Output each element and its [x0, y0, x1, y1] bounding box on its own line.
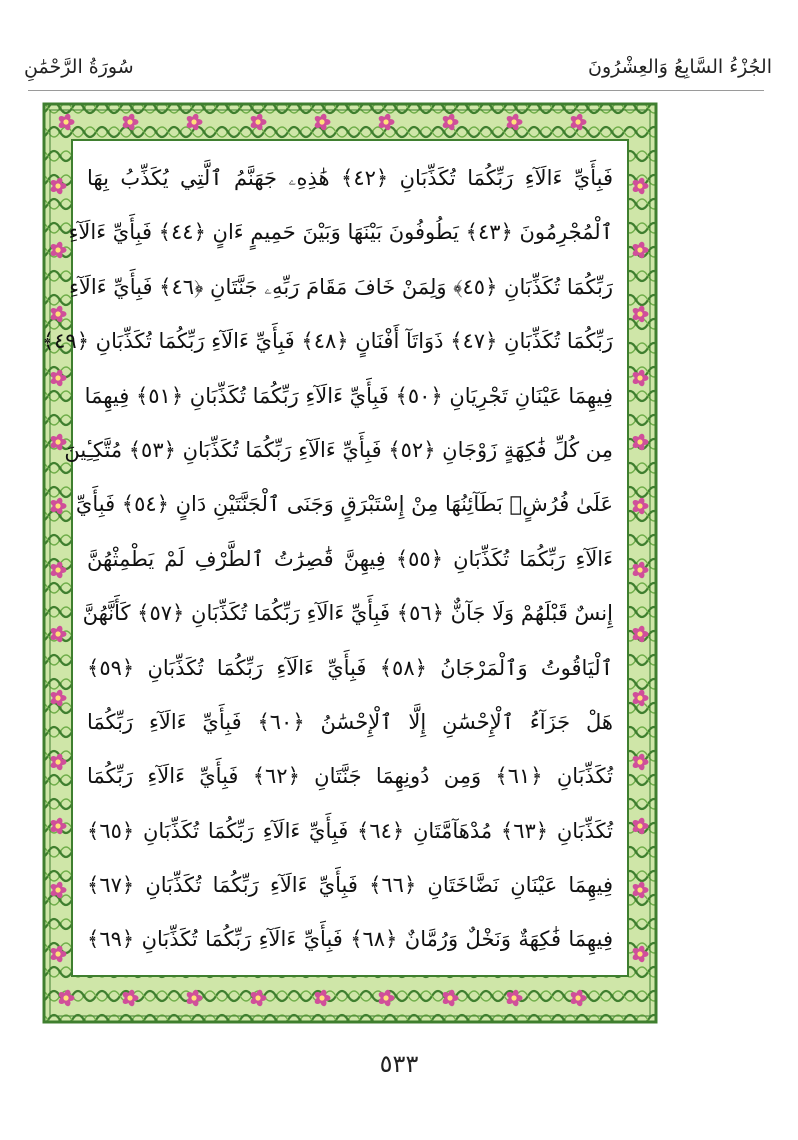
verse-line: فَبِأَيِّ ءَالَآءِ رَبِّكُمَا تُكَذِّبَانِ ﴿٤٢﴾ هَٰذِهِۦ جَهَنَّمُ ٱلَّتِي يُكَذِّبُ بِهَا [87, 166, 614, 190]
verse-line: ٱلْيَاقُوتُ وَٱلْمَرْجَانُ ﴿٥٨﴾ فَبِأَيِّ ءَالَآءِ رَبِّكُمَا تُكَذِّبَانِ ﴿٥٩﴾ [87, 655, 613, 680]
page-number: ٥٣٣ [379, 1050, 419, 1078]
verse-line: مِن كُلِّ فَٰكِهَةٍ زَوْجَانِ ﴿٥٢﴾ فَبِأَيِّ ءَالَآءِ رَبِّكُمَا تُكَذِّبَانِ ﴿٥٣﴾ مُتَّكِـِٔينَ [64, 437, 613, 462]
verse-line: إِنسٌ قَبْلَهُمْ وَلَا جَآنٌّ ﴿٥٦﴾ فَبِأَيِّ ءَالَآءِ رَبِّكُمَا تُكَذِّبَانِ ﴿٥٧﴾ كَأَنَّهُنَّ [82, 601, 613, 626]
verse-line: تُكَذِّبَانِ ﴿٦١﴾ وَمِن دُونِهِمَا جَنَّتَانِ ﴿٦٢﴾ فَبِأَيِّ ءَالَآءِ رَبِّكُمَا [87, 764, 613, 789]
verse-line: رَبِّكُمَا تُكَذِّبَانِ ﴿٤٥﴾ وَلِمَنْ خَافَ مَقَامَ رَبِّهِۦ جَنَّتَانِ ﴿٤٦﴾ فَبِأَيِّ ءَالَآءِ [69, 274, 613, 299]
verse-line: ءَالَآءِ رَبِّكُمَا تُكَذِّبَانِ ﴿٥٥﴾ فِيهِنَّ قَٰصِرَٰتُ ٱلطَّرْفِ لَمْ يَطْمِثْهُنَّ [87, 546, 613, 571]
verse-line: فِيهِمَا عَيْنَانِ تَجْرِيَانِ ﴿٥٠﴾ فَبِأَيِّ ءَالَآءِ رَبِّكُمَا تُكَذِّبَانِ ﴿٥١﴾ فِيهِمَا [84, 383, 613, 408]
verse-line: رَبِّكُمَا تُكَذِّبَانِ ﴿٤٧﴾ ذَوَاتَآ أَفْنَانٍ ﴿٤٨﴾ فَبِأَيِّ ءَالَآءِ رَبِّكُمَا تُكَذِّبَانِ ﴿٤٩﴾ [41, 329, 613, 354]
surah-name: سُورَةُ الرَّحْمَٰنِ [24, 56, 134, 78]
juz-title: الجُزْءُ السَّابِعُ وَالعِشْرُونَ [587, 56, 772, 78]
verse-line: عَلَىٰ فُرُشٍۭ بَطَآئِنُهَا مِنْ إِسْتَبْرَقٍ وَجَنَى ٱلْجَنَّتَيْنِ دَانٍ ﴿٥٤﴾ فَبِأَيِّ [75, 492, 613, 517]
verse-line: ٱلْمُجْرِمُونَ ﴿٤٣﴾ يَطُوفُونَ بَيْنَهَا وَبَيْنَ حَمِيمٍ ءَانٍ ﴿٤٤﴾ فَبِأَيِّ ءَالَآءِ [68, 220, 613, 245]
verse-line: فِيهِمَا عَيْنَانِ نَضَّاخَتَانِ ﴿٦٦﴾ فَبِأَيِّ ءَالَآءِ رَبِّكُمَا تُكَذِّبَانِ ﴿٦٧﴾ [87, 873, 613, 898]
verse-line: هَلْ جَزَآءُ ٱلْإِحْسَٰنِ إِلَّا ٱلْإِحْسَٰنُ ﴿٦٠﴾ فَبِأَيِّ ءَالَآءِ رَبِّكُمَا [87, 709, 613, 734]
verse-line: تُكَذِّبَانِ ﴿٦٣﴾ مُدْهَآمَّتَانِ ﴿٦٤﴾ فَبِأَيِّ ءَالَآءِ رَبِّكُمَا تُكَذِّبَانِ ﴿٦٥﴾ [87, 818, 613, 843]
verse-line: فِيهِمَا فَٰكِهَةٌ وَنَخْلٌ وَرُمَّانٌ ﴿٦٨﴾ فَبِأَيِّ ءَالَآءِ رَبِّكُمَا تُكَذِّبَانِ ﴿٦٩﴾ [87, 927, 613, 952]
page-text-panel [41, 140, 628, 976]
verse-lines [41, 151, 627, 967]
